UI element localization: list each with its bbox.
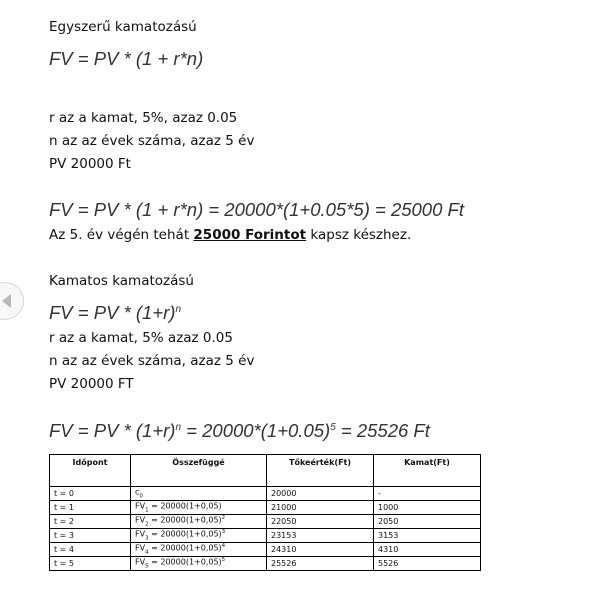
formula-exponent: n	[175, 304, 182, 315]
header-relation: Összefüggé	[131, 455, 267, 487]
previous-page-button[interactable]	[0, 282, 24, 320]
cell-interest: 5526	[374, 557, 481, 571]
cell-interest: 1000	[374, 501, 481, 515]
result-suffix: kapsz készhez.	[306, 227, 412, 243]
table-row	[50, 529, 481, 543]
calc-base: FV = PV * (1+r)	[49, 420, 176, 441]
cell-time: t = 2	[50, 515, 131, 529]
table-row	[50, 543, 481, 557]
simple-interest-heading: Egyszerű kamatozású	[49, 19, 197, 35]
cell-value: 22050	[267, 515, 374, 529]
cell-time: t = 4	[50, 543, 131, 557]
table-row	[50, 557, 481, 571]
calc-middle: = 20000*(1+0.05)	[181, 420, 331, 441]
result-prefix: Az 5. év végén tehát	[49, 227, 194, 243]
compound-interest-formula	[49, 302, 181, 324]
calc-end: = 25526 Ft	[335, 420, 430, 441]
formula-base: FV = PV * (1+r)	[49, 302, 176, 323]
simple-var-rate: r az a kamat, 5%, azaz 0.05	[49, 110, 238, 126]
cell-value: 21000	[267, 501, 374, 515]
cell-value: 25526	[267, 557, 374, 571]
compound-interest-table	[49, 454, 481, 571]
cell-value: 24310	[267, 543, 374, 557]
cell-relation: $FV_4 = 20000(1+0,05)^4$	[131, 543, 267, 557]
calc-exponent: n	[175, 422, 182, 433]
cell-relation: $FV_1 = 20000(1+0,05)$	[131, 501, 267, 515]
table-row	[50, 487, 481, 501]
cell-interest: 3153	[374, 529, 481, 543]
result-amount: 25000 Forintot	[193, 227, 307, 243]
cell-interest: 2050	[374, 515, 481, 529]
header-capital-value: Tőkeérték(Ft)	[267, 455, 374, 487]
simple-interest-result	[49, 227, 411, 243]
simple-var-years: n az az évek száma, azaz 5 év	[49, 133, 255, 149]
compound-interest-calculation	[49, 420, 430, 442]
cell-time: t = 1	[50, 501, 131, 515]
cell-value: 23153	[267, 529, 374, 543]
calc-exponent-5: 5	[330, 422, 336, 433]
table-header-row	[50, 455, 481, 487]
chevron-left-icon	[2, 294, 11, 308]
cell-value: 20000	[267, 487, 374, 501]
simple-interest-calculation: FV = PV * (1 + r*n) = 20000*(1+0.05*5) = 25000 Ft	[49, 199, 464, 220]
compound-interest-heading: Kamatos kamatozású	[49, 273, 194, 289]
cell-relation: $FV_2 = 20000(1+0,05)^2$	[131, 515, 267, 529]
cell-interest: -	[374, 487, 481, 501]
cell-relation: $c_0$	[131, 487, 267, 501]
cell-time: t = 5	[50, 557, 131, 571]
compound-var-pv: PV 20000 FT	[49, 376, 134, 392]
header-time: Időpont	[50, 455, 131, 487]
table-row	[50, 515, 481, 529]
cell-time: t = 3	[50, 529, 131, 543]
simple-interest-formula: FV = PV * (1 + r*n)	[49, 48, 204, 69]
simple-var-pv: PV 20000 Ft	[49, 156, 131, 172]
table-row	[50, 501, 481, 515]
cell-time: t = 0	[50, 487, 131, 501]
cell-relation: $FV_3 = 20000(1+0,05)^3$	[131, 529, 267, 543]
compound-var-rate: r az a kamat, 5% azaz 0.05	[49, 330, 233, 346]
cell-interest: 4310	[374, 543, 481, 557]
header-interest: Kamat(Ft)	[374, 455, 481, 487]
cell-relation: $FV_5 = 20000(1+0,05)^5$	[131, 557, 267, 571]
compound-var-years: n az az évek száma, azaz 5 év	[49, 353, 255, 369]
